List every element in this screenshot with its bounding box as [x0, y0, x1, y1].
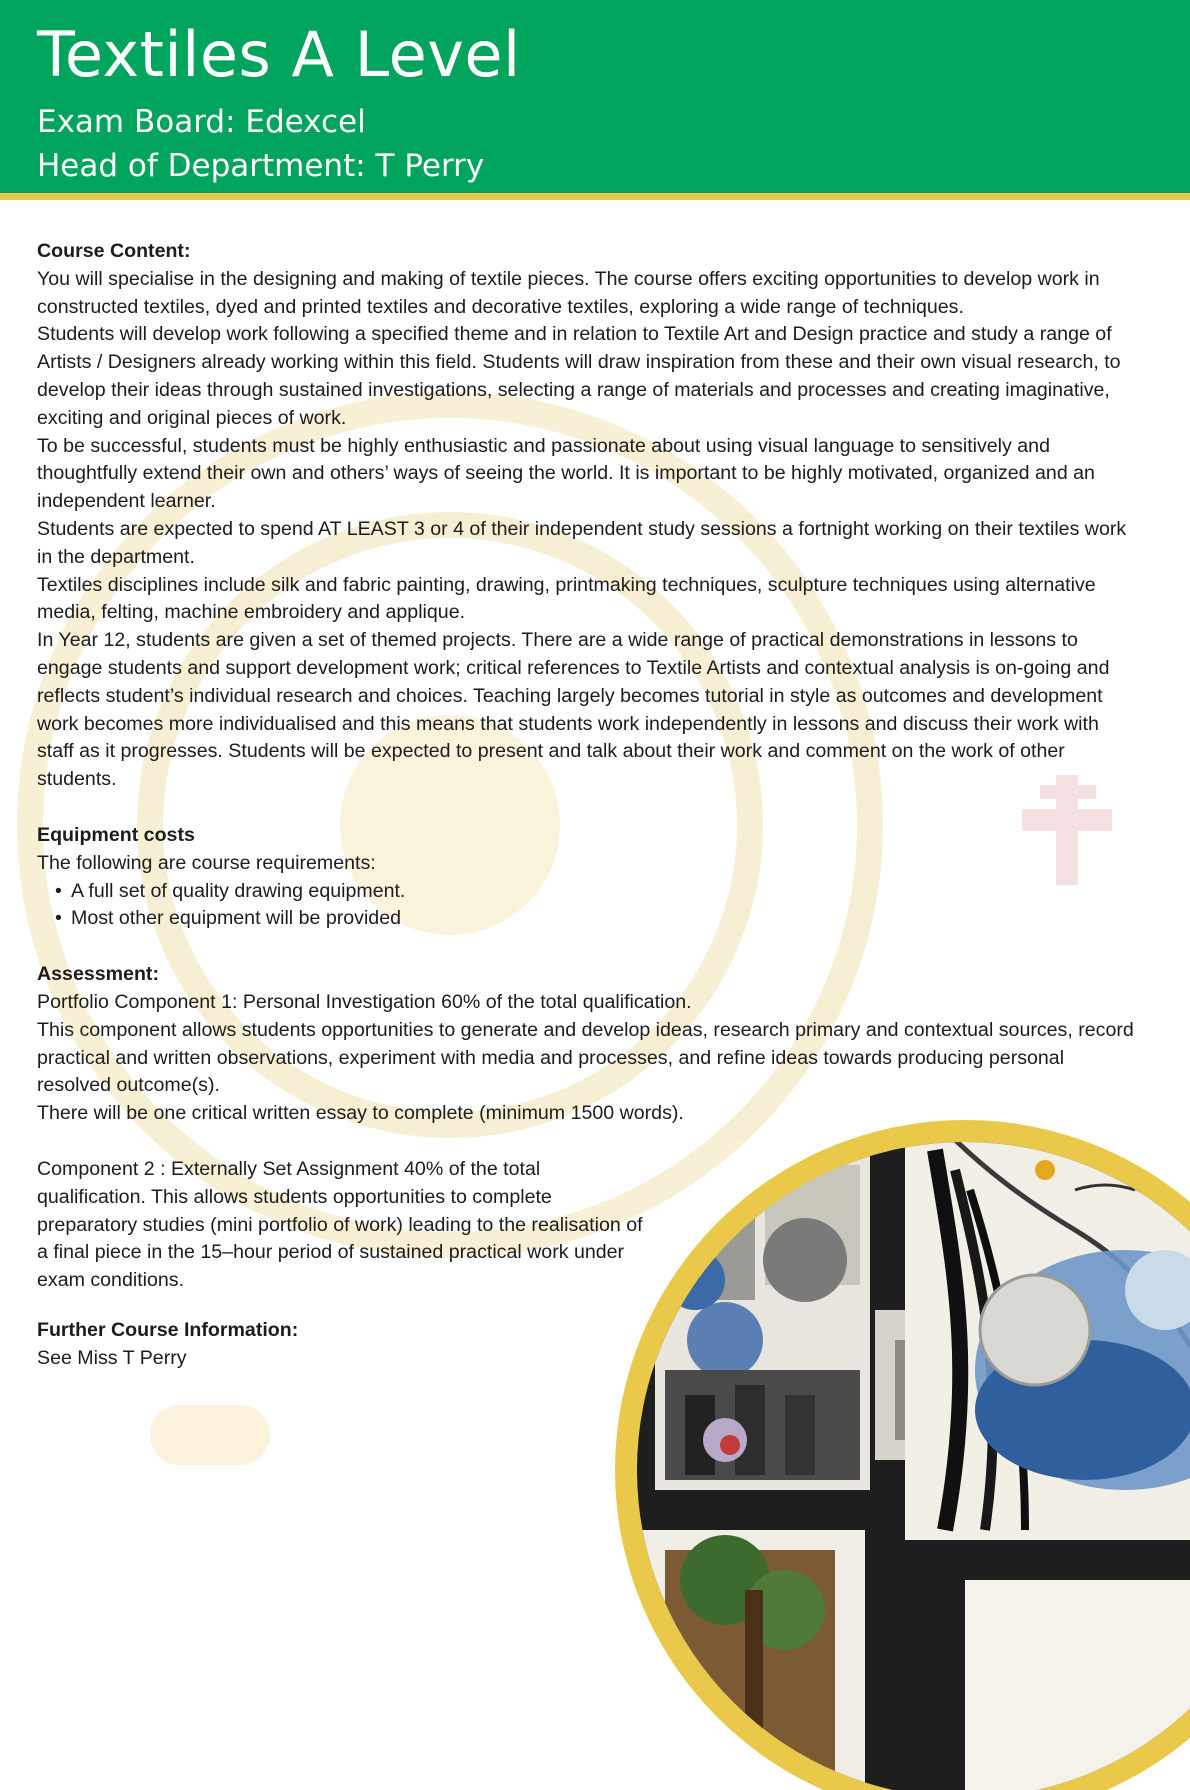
- spacer: [37, 933, 1137, 961]
- header-banner: [0, 0, 1190, 200]
- equipment-list: [37, 878, 1137, 934]
- course-content-heading: Course Content:: [37, 240, 191, 262]
- equipment-list-item: • Most other equipment will be provided: [71, 905, 1137, 933]
- assessment-component1-title: Portfolio Component 1: Personal Investigation 60% of the total qualification.: [37, 990, 692, 1013]
- main-content: [37, 238, 1137, 1372]
- equipment-intro: The following are course requirements:: [37, 851, 376, 874]
- course-content-paragraph: You will specialise in the designing and making of textile pieces. The course offers exciting opportunities to develop work in constructed textiles, dyed and printed textiles and decorative textiles, exploring a wide range of techniques.: [37, 267, 1100, 318]
- equipment-heading: Equipment costs: [37, 823, 195, 846]
- exam-board: Exam Board: Edexcel: [37, 104, 366, 140]
- header-gold-stripe: [0, 193, 1190, 200]
- page-title: Textiles A Level: [37, 18, 521, 91]
- course-content-paragraph: Textiles disciplines include silk and fabric painting, drawing, printmaking techniques, sculpture techniques using alternative media, felting, machine embroidery and applique.: [37, 573, 1096, 624]
- spacer: [37, 1128, 1137, 1156]
- course-content-paragraph: Students are expected to spend AT LEAST 3 or 4 of their independent study sessions a fortnight working on their textiles work in the department.: [37, 517, 1127, 568]
- further-info-text: See Miss T Perry: [37, 1346, 187, 1369]
- further-info-heading: Further Course Information:: [37, 1318, 299, 1341]
- head-of-department: Head of Department: T Perry: [37, 148, 485, 184]
- spacer: [37, 794, 1137, 822]
- course-content-paragraph: In Year 12, students are given a set of themed projects. There are a wide range of practical demonstrations in lessons to engage students and support development work; critical references to Textile Artists and contextual analysis is on-going and reflects student’s individual research and choices. Teaching largely becomes tutorial in style as outcomes and development work becomes more individualised and this means that students work independently in lessons and discuss their work with staff as it progresses. Students will be expected to present and talk about their work and comment on the work of other students.: [37, 629, 1110, 791]
- course-content-paragraph: To be successful, students must be highly enthusiastic and passionate about using visual language to sensitively and thoughtfully extend their own and others’ ways of seeing the world. It is important to be highly motivated, organized and an independent learner.: [37, 434, 1095, 513]
- assessment-component2: Component 2 : Externally Set Assignment 40% of the total qualification. This allows students opportunities to complete preparatory studies (mini portfolio of work) leading to the realisation of a final piece in the 15–hour period of sustained practical work under exam conditions.: [37, 1157, 643, 1292]
- assessment-heading: Assessment:: [37, 963, 159, 986]
- course-content-paragraph: Students will develop work following a specified theme and in relation to Textile Art and Design practice and study a range of Artists / Designers already working within this field. Students will draw inspiration from these and their own visual research, to develop their ideas through sustained investigations, selecting a range of materials and processes and creating imaginative, exciting and original pieces of work.: [37, 323, 1121, 429]
- assessment-component1-desc: This component allows students opportunities to generate and develop ideas, research primary and contextual sources, record practical and written observations, experiment with media and processes, and refine ideas towards producing personal resolved outcome(s).: [37, 1018, 1134, 1097]
- equipment-list-item: • A full set of quality drawing equipment.: [71, 878, 1137, 906]
- spacer: [37, 1295, 1137, 1317]
- assessment-component1-essay: There will be one critical written essay to complete (minimum 1500 words).: [37, 1102, 684, 1125]
